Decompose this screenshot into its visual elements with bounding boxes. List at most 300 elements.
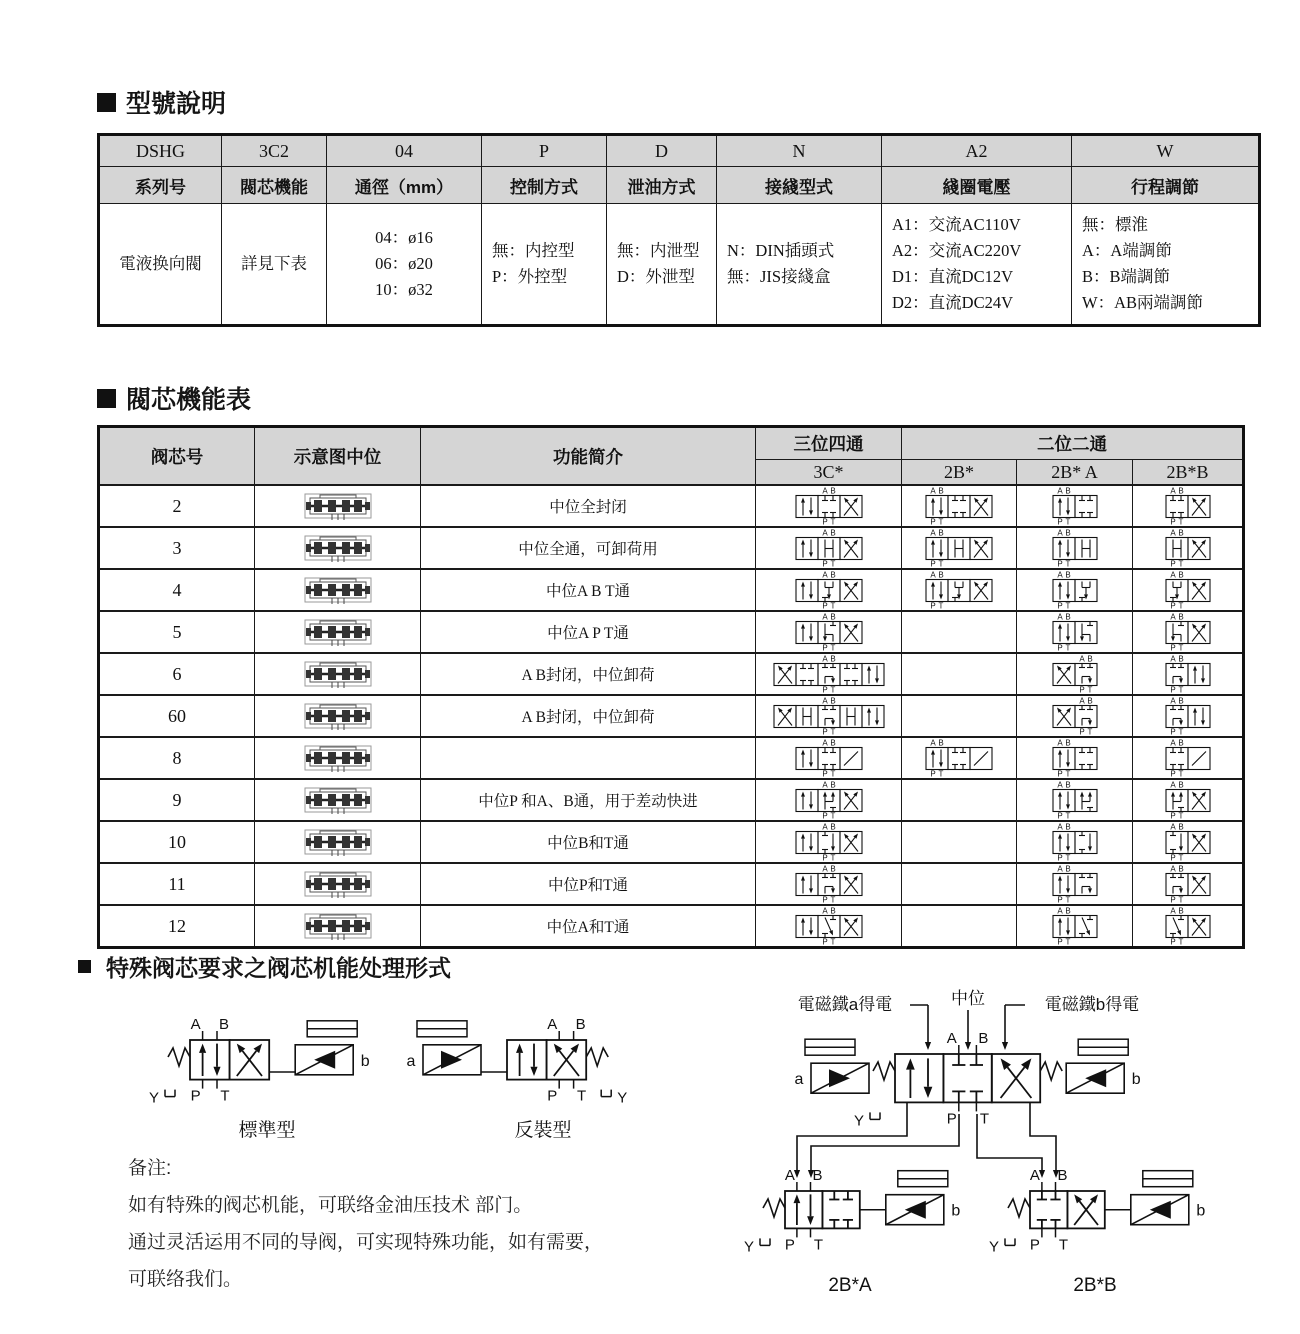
svg-text:A: A	[1169, 907, 1176, 916]
svg-text:A: A	[821, 907, 828, 916]
spool-no: 3	[99, 527, 255, 569]
svg-text:B: B	[829, 487, 836, 496]
svg-text:A: A	[1169, 781, 1176, 790]
section-bullet-icon	[78, 960, 91, 973]
model-value-line: 06：ø20	[375, 254, 433, 273]
spool-schematic-icon	[302, 868, 374, 900]
svg-text:T: T	[1065, 769, 1070, 777]
pilot-box-icon	[307, 1021, 357, 1037]
svg-text:A: A	[930, 487, 936, 496]
symbol-2b-cell	[902, 821, 1017, 863]
valve-symbol-2bb	[1162, 697, 1214, 735]
svg-text:T: T	[830, 769, 835, 777]
valve-symbol-3c	[770, 697, 888, 735]
spool-no: 60	[99, 695, 255, 737]
port-label-p: P	[946, 1110, 957, 1128]
valve-symbol-2b	[922, 529, 996, 567]
valve-symbol-2bb	[1162, 739, 1214, 777]
svg-text:B: B	[829, 865, 836, 874]
model-field-label: 控制方式	[482, 167, 607, 204]
valve-symbol-2b	[922, 571, 996, 609]
pilot-scheme-svg	[700, 986, 1300, 1306]
diagram-caption: 反裝型	[514, 1120, 572, 1141]
valve-symbol-3c	[792, 907, 866, 945]
svg-text:A: A	[1169, 487, 1176, 496]
symbol-2b-cell	[902, 863, 1017, 905]
svg-text:T: T	[830, 853, 835, 861]
valve-symbol-2bb	[1162, 781, 1214, 819]
symbol-2bb-cell	[1133, 863, 1244, 905]
solenoid-label: a	[406, 1052, 416, 1070]
header-subtype: 2B*	[902, 460, 1017, 486]
svg-text:A: A	[821, 739, 828, 748]
svg-text:A: A	[1078, 697, 1085, 706]
symbol-3c-cell	[756, 569, 902, 611]
spool-schematic-cell	[255, 863, 421, 905]
svg-text:P: P	[930, 517, 936, 525]
port-label-t: T	[577, 1087, 587, 1105]
spool-no: 10	[99, 821, 255, 863]
header-schematic: 示意图中位	[255, 427, 421, 486]
valve-symbol-3c	[792, 739, 866, 777]
spool-schematic-icon	[302, 784, 374, 816]
svg-text:A: A	[1056, 529, 1063, 538]
section-model-heading	[97, 84, 226, 120]
solenoid-label: b	[1196, 1202, 1206, 1220]
svg-text:B: B	[1064, 907, 1071, 916]
section-bullet-icon	[97, 389, 116, 408]
model-code-cell: A2	[882, 135, 1072, 167]
symbol-2ba-cell	[1017, 611, 1133, 653]
spool-row	[99, 779, 1244, 821]
svg-text:B: B	[1064, 487, 1071, 496]
svg-text:P: P	[1056, 895, 1063, 903]
svg-text:P: P	[821, 811, 828, 819]
spool-func: 中位A P T通	[421, 611, 756, 653]
model-field-values	[607, 204, 717, 326]
valve-symbol-2bb	[1162, 571, 1214, 609]
svg-text:T: T	[1087, 685, 1092, 693]
model-value-line: P：外控型	[492, 267, 568, 286]
valve-symbol-3c	[792, 571, 866, 609]
solenoid-label: a	[794, 1071, 804, 1089]
svg-text:B: B	[829, 739, 836, 748]
spool-row	[99, 527, 1244, 569]
drain-icon	[165, 1090, 175, 1097]
svg-text:P: P	[821, 601, 828, 609]
svg-text:A: A	[1169, 529, 1176, 538]
model-value-line: N：DIN插頭式	[727, 241, 835, 260]
svg-text:T: T	[938, 601, 944, 609]
header-func: 功能简介	[421, 427, 756, 486]
model-value-line: 04：ø16	[375, 228, 433, 247]
symbol-3c-cell	[756, 653, 902, 695]
svg-text:B: B	[829, 697, 836, 706]
svg-text:A: A	[821, 781, 828, 790]
symbol-2bb-cell	[1133, 611, 1244, 653]
symbol-2bb-cell	[1133, 527, 1244, 569]
svg-text:P: P	[1169, 937, 1176, 945]
model-field-label: 綫圈電壓	[882, 167, 1072, 204]
model-value-line: B：B端調節	[1082, 267, 1171, 286]
model-value-line: 無：内泄型	[617, 241, 700, 260]
symbol-2ba-cell	[1017, 653, 1133, 695]
notes-title: 备注:	[128, 1158, 172, 1179]
svg-text:T: T	[1178, 811, 1183, 819]
svg-text:T: T	[1178, 517, 1183, 525]
spool-no: 12	[99, 905, 255, 948]
model-value-line: 無：JIS接綫盒	[727, 267, 831, 286]
symbol-2b-cell	[902, 485, 1017, 527]
valve-symbol-2bb	[1162, 907, 1214, 945]
annotation-solenoid-a: 電磁鐵a得電	[797, 995, 893, 1014]
symbol-3c-cell	[756, 737, 902, 779]
svg-text:B: B	[1177, 529, 1184, 538]
spool-schematic-cell	[255, 695, 421, 737]
model-field-values	[222, 204, 327, 326]
model-code-table	[97, 133, 1261, 327]
model-field-values	[882, 204, 1072, 326]
spool-row	[99, 863, 1244, 905]
spool-row	[99, 569, 1244, 611]
notes-line: 可联络我们。	[128, 1269, 243, 1290]
svg-text:T: T	[1178, 769, 1183, 777]
port-label-a: A	[784, 1167, 795, 1184]
svg-text:T: T	[830, 601, 835, 609]
spool-no: 5	[99, 611, 255, 653]
model-code-cell: P	[482, 135, 607, 167]
spool-row	[99, 611, 1244, 653]
spool-schematic-cell	[255, 653, 421, 695]
svg-text:T: T	[1065, 559, 1070, 567]
port-label-p: P	[190, 1087, 201, 1105]
port-label-t: T	[979, 1110, 989, 1128]
svg-text:B: B	[1177, 781, 1184, 790]
pilot-box-icon	[898, 1171, 948, 1187]
valve-symbol-3c	[792, 823, 866, 861]
spring-icon	[1008, 1199, 1030, 1217]
notes-block	[128, 1150, 603, 1298]
valve-symbol-2bb	[1162, 655, 1214, 693]
svg-text:T: T	[1065, 895, 1070, 903]
svg-text:A: A	[1169, 655, 1176, 664]
spool-schematic-cell	[255, 569, 421, 611]
symbol-2b-cell	[902, 737, 1017, 779]
spool-no: 2	[99, 485, 255, 527]
model-label-row	[99, 167, 1260, 204]
svg-text:T: T	[830, 643, 835, 651]
spool-schematic-cell	[255, 821, 421, 863]
svg-text:P: P	[1056, 937, 1063, 945]
solenoid-triangle-icon	[829, 1069, 850, 1087]
spool-row	[99, 653, 1244, 695]
model-value-line: 無：標淮	[1082, 215, 1148, 234]
svg-text:T: T	[938, 517, 944, 525]
valve-symbol-3c	[792, 865, 866, 903]
svg-text:A: A	[821, 697, 828, 706]
valve-symbol-3c	[792, 613, 866, 651]
notes-line: 通过灵活运用不同的导阀，可实现特殊功能，如有需要，	[128, 1232, 604, 1253]
diagram-caption: 2B*B	[1073, 1275, 1117, 1296]
svg-text:B: B	[829, 613, 836, 622]
svg-text:P: P	[821, 769, 828, 777]
model-field-label: 接綫型式	[717, 167, 882, 204]
spool-schematic-cell	[255, 737, 421, 779]
svg-text:B: B	[1177, 655, 1184, 664]
svg-text:A: A	[1056, 571, 1063, 580]
port-label-a: A	[547, 1016, 558, 1033]
spool-schematic-icon	[302, 532, 374, 564]
valve-symbol-3c	[770, 655, 888, 693]
spool-schematic-icon	[302, 616, 374, 648]
symbol-3c-cell	[756, 779, 902, 821]
svg-text:P: P	[1056, 811, 1063, 819]
svg-text:B: B	[938, 529, 944, 538]
symbol-3c-cell	[756, 905, 902, 948]
svg-text:B: B	[1064, 571, 1071, 580]
valve-symbol-2ba	[1049, 571, 1101, 609]
valve-symbol-2ba	[1049, 907, 1101, 945]
valve-symbol-2ba	[1049, 613, 1101, 651]
spool-func: 中位全通，可卸荷用	[421, 527, 756, 569]
svg-text:P: P	[1056, 601, 1063, 609]
symbol-3c-cell	[756, 611, 902, 653]
svg-text:T: T	[1178, 895, 1183, 903]
valve-symbol-2ba	[1049, 655, 1101, 693]
spool-no: 11	[99, 863, 255, 905]
port-label-y: Y	[743, 1238, 755, 1256]
symbol-2ba-cell	[1017, 527, 1133, 569]
valve-symbol-2bb	[1162, 823, 1214, 861]
valve-symbol-2ba	[1049, 697, 1101, 735]
symbol-3c-cell	[756, 527, 902, 569]
svg-text:A: A	[1169, 739, 1176, 748]
spool-schematic-icon	[302, 700, 374, 732]
solenoid-triangle-icon	[441, 1051, 462, 1069]
valve-symbol-2bb	[1162, 529, 1214, 567]
section-special-title: 特殊阀芯要求之阀芯机能处理形式	[106, 955, 451, 981]
valve-symbol-3c	[792, 529, 866, 567]
svg-text:B: B	[1177, 739, 1184, 748]
valve-symbol-3c	[792, 487, 866, 525]
port-label-a: A	[1029, 1167, 1040, 1184]
drain-icon	[601, 1090, 611, 1097]
spool-row	[99, 821, 1244, 863]
svg-text:A: A	[1169, 571, 1176, 580]
svg-text:A: A	[1056, 781, 1063, 790]
svg-text:T: T	[1065, 517, 1070, 525]
pilot-box-icon	[417, 1021, 467, 1037]
svg-text:B: B	[1064, 613, 1071, 622]
symbol-2bb-cell	[1133, 653, 1244, 695]
svg-text:T: T	[830, 811, 835, 819]
spool-function-table	[97, 425, 1245, 949]
port-label-y: Y	[853, 1112, 865, 1130]
svg-text:P: P	[821, 517, 828, 525]
svg-text:T: T	[1178, 937, 1183, 945]
spool-no: 9	[99, 779, 255, 821]
svg-text:B: B	[1177, 823, 1184, 832]
svg-text:T: T	[830, 727, 835, 735]
valve-symbol-2ba	[1049, 823, 1101, 861]
model-field-values	[482, 204, 607, 326]
model-value-line: A2：交流AC220V	[892, 241, 1022, 260]
symbol-3c-cell	[756, 821, 902, 863]
svg-text:P: P	[1056, 769, 1063, 777]
svg-text:P: P	[821, 937, 828, 945]
svg-text:P: P	[1056, 517, 1063, 525]
model-field-label: 系列号	[99, 167, 222, 204]
svg-text:T: T	[830, 937, 835, 945]
svg-text:B: B	[1177, 907, 1184, 916]
svg-text:A: A	[1056, 907, 1063, 916]
svg-text:P: P	[1169, 685, 1176, 693]
solenoid-label: b	[360, 1052, 370, 1070]
svg-text:A: A	[930, 571, 936, 580]
model-code-cell: DSHG	[99, 135, 222, 167]
svg-text:T: T	[830, 895, 835, 903]
svg-text:B: B	[938, 487, 944, 496]
svg-text:A: A	[1056, 823, 1063, 832]
model-field-label: 閥芯機能	[222, 167, 327, 204]
svg-text:P: P	[821, 853, 828, 861]
drain-icon	[1005, 1238, 1015, 1245]
spool-func: 中位全封闭	[421, 485, 756, 527]
model-code-cell: N	[717, 135, 882, 167]
pilot-box-icon	[805, 1039, 855, 1055]
valve-symbol-2ba	[1049, 529, 1101, 567]
model-value-line: 詳見下表	[241, 254, 307, 273]
spool-schematic-icon	[302, 658, 374, 690]
svg-text:P: P	[1078, 685, 1085, 693]
svg-text:T: T	[938, 769, 944, 777]
spring-icon	[168, 1048, 190, 1066]
port-label-p: P	[547, 1087, 558, 1105]
spring-icon	[1040, 1062, 1062, 1080]
svg-text:A: A	[821, 865, 828, 874]
model-field-values	[717, 204, 882, 326]
svg-text:B: B	[1064, 823, 1071, 832]
port-label-b: B	[1057, 1167, 1068, 1184]
symbol-3c-cell	[756, 695, 902, 737]
svg-text:A: A	[821, 655, 828, 664]
symbol-2b-cell	[902, 695, 1017, 737]
header-subtype: 2B*B	[1133, 460, 1244, 486]
port-label-b: B	[812, 1167, 823, 1184]
port-label-t: T	[220, 1087, 230, 1105]
valve-symbol-3c	[792, 781, 866, 819]
svg-text:T: T	[1065, 937, 1070, 945]
svg-text:P: P	[821, 643, 828, 651]
svg-text:T: T	[1178, 643, 1183, 651]
svg-text:P: P	[1169, 811, 1176, 819]
spool-func: A B封闭，中位卸荷	[421, 653, 756, 695]
symbol-2ba-cell	[1017, 569, 1133, 611]
model-code-row	[99, 135, 1260, 167]
notes-line: 如有特殊的阀芯机能，可联络金油压技术 部门。	[128, 1195, 533, 1216]
valve-symbol-2ba	[1049, 865, 1101, 903]
section-bullet-icon	[97, 93, 116, 112]
model-field-label: 通徑（mm）	[327, 167, 482, 204]
valve-symbol-2ba	[1049, 781, 1101, 819]
svg-text:T: T	[1178, 601, 1183, 609]
solenoid-triangle-icon	[1085, 1069, 1106, 1087]
standard-reverse-diagrams	[115, 1002, 695, 1147]
symbol-3c-cell	[756, 485, 902, 527]
drain-icon	[760, 1238, 770, 1245]
model-value-line: 電液换向閥	[119, 254, 202, 273]
spool-schematic-cell	[255, 779, 421, 821]
svg-text:A: A	[1169, 865, 1176, 874]
svg-text:B: B	[1177, 571, 1184, 580]
svg-text:T: T	[1065, 643, 1070, 651]
valve-symbol-2b	[922, 487, 996, 525]
symbol-2b-cell	[902, 611, 1017, 653]
spool-row	[99, 695, 1244, 737]
port-label-p: P	[784, 1236, 795, 1254]
svg-text:B: B	[938, 739, 944, 748]
model-field-label: 行程調節	[1072, 167, 1260, 204]
spool-row	[99, 737, 1244, 779]
svg-text:T: T	[938, 559, 944, 567]
symbol-2bb-cell	[1133, 737, 1244, 779]
svg-text:T: T	[1178, 727, 1183, 735]
model-value-line: D2：直流DC24V	[892, 293, 1014, 312]
port-label-y: Y	[148, 1089, 160, 1107]
svg-text:B: B	[1177, 697, 1184, 706]
svg-text:P: P	[1169, 517, 1176, 525]
svg-text:B: B	[829, 655, 836, 664]
annotation-solenoid-b: 電磁鐵b得電	[1044, 995, 1140, 1014]
spool-func: A B封闭，中位卸荷	[421, 695, 756, 737]
model-value-line: A：A端調節	[1082, 241, 1172, 260]
valve-symbol-2ba	[1049, 487, 1101, 525]
spring-icon	[586, 1048, 608, 1066]
port-label-b: B	[575, 1016, 586, 1033]
model-field-label: 泄油方式	[607, 167, 717, 204]
svg-text:B: B	[1064, 865, 1071, 874]
symbol-2ba-cell	[1017, 905, 1133, 948]
svg-text:P: P	[930, 769, 936, 777]
section-spool-title: 閥芯機能表	[126, 386, 252, 414]
svg-text:T: T	[1087, 727, 1092, 735]
svg-text:A: A	[1169, 823, 1176, 832]
header-subtype: 3C*	[756, 460, 902, 486]
symbol-2bb-cell	[1133, 905, 1244, 948]
pilot-box-icon	[1078, 1039, 1128, 1055]
spool-schematic-icon	[302, 826, 374, 858]
spool-func: 中位A B T通	[421, 569, 756, 611]
model-code-cell: D	[607, 135, 717, 167]
symbol-2bb-cell	[1133, 779, 1244, 821]
svg-text:B: B	[1064, 739, 1071, 748]
pilot-scheme-diagram	[700, 986, 1300, 1306]
header-group-2pos: 二位二通	[902, 427, 1244, 460]
header-group-3pos: 三位四通	[756, 427, 902, 460]
symbol-2b-cell	[902, 653, 1017, 695]
svg-text:P: P	[1169, 769, 1176, 777]
svg-text:T: T	[830, 517, 835, 525]
svg-text:A: A	[1078, 655, 1085, 664]
svg-text:B: B	[1086, 697, 1093, 706]
model-code-cell: 04	[327, 135, 482, 167]
symbol-2b-cell	[902, 569, 1017, 611]
symbol-2ba-cell	[1017, 821, 1133, 863]
spool-schematic-cell	[255, 905, 421, 948]
svg-text:P: P	[1169, 727, 1176, 735]
svg-text:B: B	[829, 823, 836, 832]
port-label-a: A	[190, 1016, 201, 1033]
